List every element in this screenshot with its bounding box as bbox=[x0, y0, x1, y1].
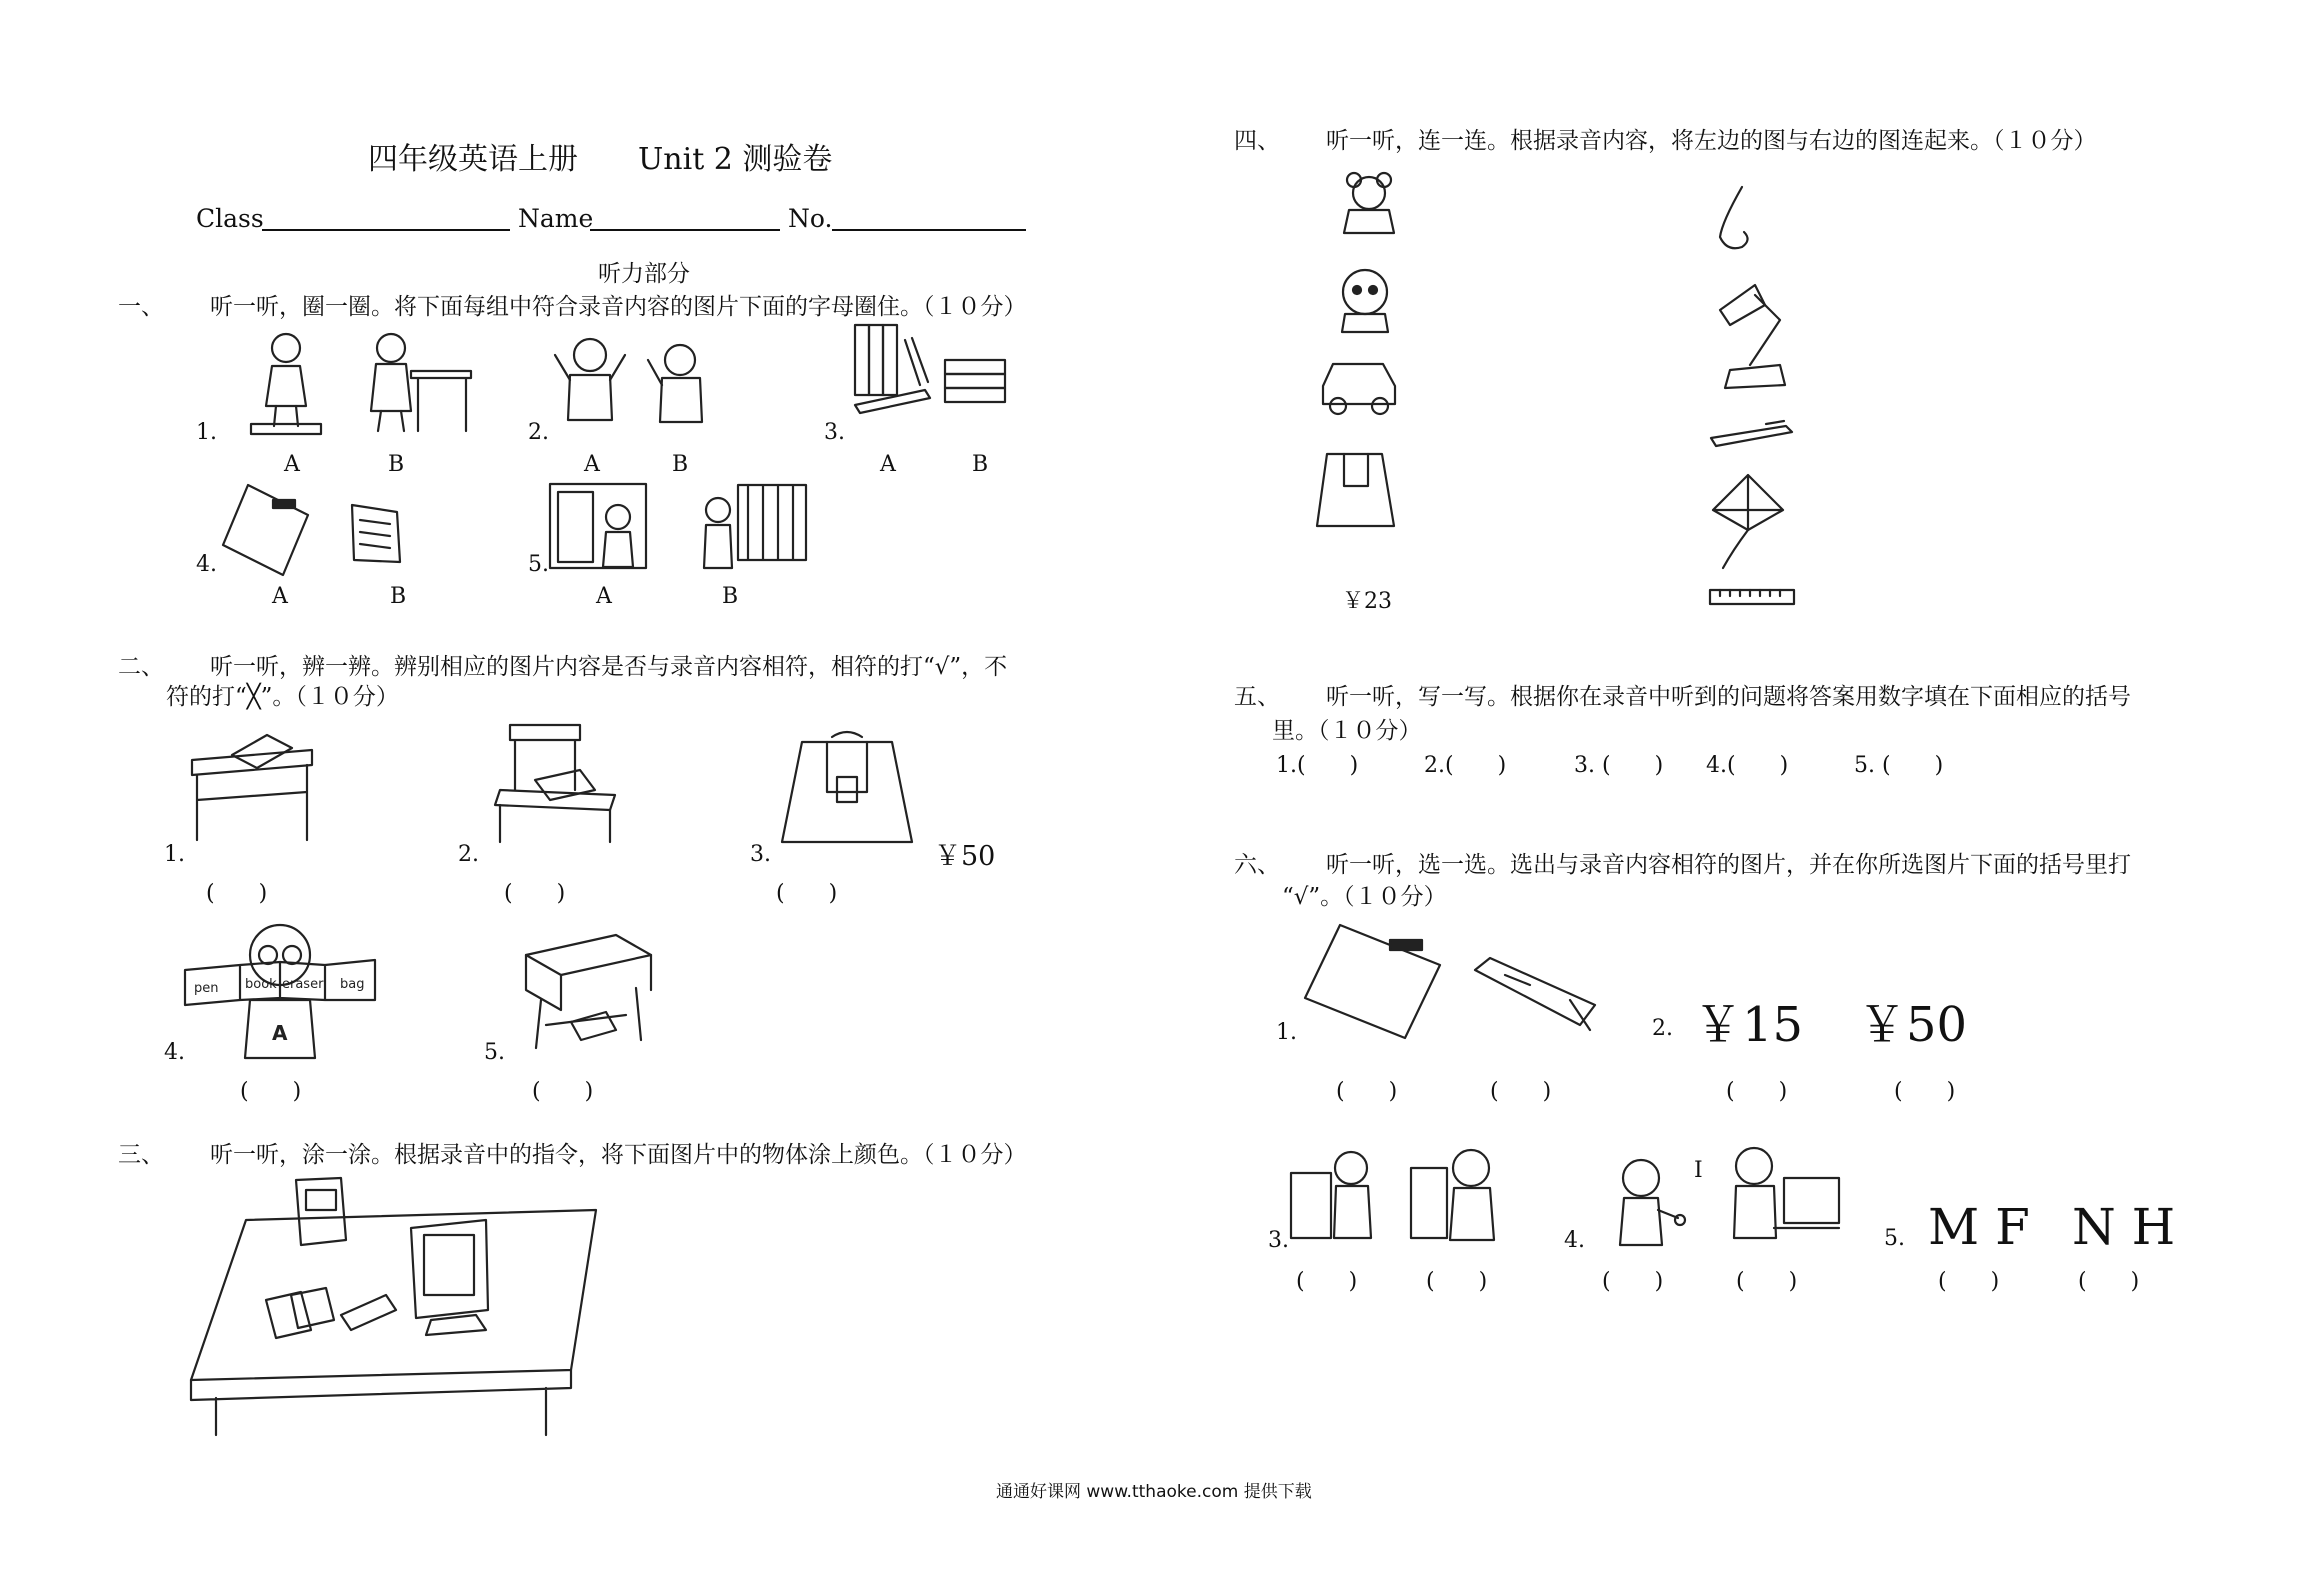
toy-car-image bbox=[1318, 356, 1400, 416]
toy-bear-image bbox=[1334, 168, 1404, 238]
q2-answer[interactable]: ( ) bbox=[776, 881, 838, 906]
q2-item-number: 3. bbox=[750, 842, 771, 867]
kid-at-blackboard-image bbox=[688, 480, 808, 575]
q6-instruction-cont: “√”。（１０分） bbox=[1282, 884, 1447, 910]
book-on-chair-image bbox=[490, 720, 625, 845]
pencil-image bbox=[1470, 950, 1600, 1040]
q4-instruction: 听一听，连一连。根据录音内容，将左边的图与右边的图连起来。（１０分） bbox=[1326, 128, 2097, 154]
word-card-label: bag bbox=[340, 977, 365, 992]
q2-item-number: 4. bbox=[164, 1040, 185, 1065]
desk-with-book-image bbox=[516, 930, 656, 1050]
class-field[interactable] bbox=[262, 229, 510, 231]
word-card-label: book bbox=[245, 977, 277, 992]
storybook-image bbox=[342, 500, 412, 570]
schoolbag-image bbox=[1312, 446, 1398, 532]
notebook-image bbox=[1300, 920, 1450, 1040]
no-field[interactable] bbox=[832, 229, 1026, 231]
word-card-label: eraser bbox=[282, 977, 324, 992]
option-b: B bbox=[722, 584, 739, 609]
q2-item-number: 5. bbox=[484, 1040, 505, 1065]
book-on-desk-image bbox=[182, 730, 322, 845]
q3-instruction: 听一听，涂一涂。根据录音中的指令，将下面图片中的物体涂上颜色。（１０分） bbox=[210, 1142, 1027, 1168]
girl-with-flower-image bbox=[1596, 1150, 1686, 1250]
bag-price: ￥50 bbox=[934, 841, 996, 872]
q6-answer[interactable]: ( ) bbox=[1336, 1079, 1398, 1104]
option-a: A bbox=[284, 452, 300, 477]
q2-instruction: 听一听，辨一辨。辨别相应的图片内容是否与录音内容相符，相符的打“√”，不 bbox=[210, 654, 1008, 680]
two-kids-image bbox=[550, 330, 750, 430]
q6-item-number: 1. bbox=[1276, 1020, 1297, 1045]
shirt-letter: A bbox=[272, 1021, 288, 1045]
option-b: B bbox=[972, 452, 989, 477]
q2-answer[interactable]: ( ) bbox=[206, 881, 268, 906]
q6-instruction: 听一听，选一选。选出与录音内容相符的图片，并在你所选图片下面的括号里打 bbox=[1326, 852, 2131, 878]
pen-image bbox=[1706, 418, 1796, 448]
option-b: B bbox=[388, 452, 405, 477]
notebook-image bbox=[218, 480, 318, 580]
letter-option: N H bbox=[2072, 1198, 2176, 1256]
q6-number: 六、 bbox=[1234, 852, 1280, 878]
class-label: Class bbox=[196, 204, 264, 233]
q5-blank[interactable]: 1.( ) bbox=[1276, 753, 1359, 778]
q6-answer[interactable]: ( ) bbox=[1736, 1269, 1798, 1294]
girl-on-scale-image bbox=[236, 326, 336, 436]
q1-instruction: 听一听，圈一圈。将下面每组中符合录音内容的图片下面的字母圈住。（１０分） bbox=[210, 294, 1027, 320]
boy-at-desk-image bbox=[356, 326, 476, 436]
ruler-image bbox=[1708, 586, 1798, 608]
no-label: No. bbox=[788, 204, 833, 233]
q1-item-number: 5. bbox=[528, 552, 549, 577]
option-a: A bbox=[272, 584, 288, 609]
q1-item-number: 4. bbox=[196, 552, 217, 577]
classroom-window-image bbox=[548, 482, 648, 572]
footer-credit: 通通好课网 www.tthaoke.com 提供下载 bbox=[996, 1482, 1312, 1502]
q1-number: 一、 bbox=[118, 294, 164, 320]
q1-item-number: 2. bbox=[528, 420, 549, 445]
q6-answer[interactable]: ( ) bbox=[1426, 1269, 1488, 1294]
section-heading: 听力部分 bbox=[598, 261, 690, 287]
word-card-label: pen bbox=[194, 981, 219, 996]
price-option: ￥15 bbox=[1694, 997, 1804, 1053]
q1-item-number: 3. bbox=[824, 420, 845, 445]
girl-with-pencilcase-image bbox=[1406, 1138, 1506, 1248]
q6-answer[interactable]: ( ) bbox=[1938, 1269, 2000, 1294]
q5-instruction-cont: 里。（１０分） bbox=[1272, 718, 1422, 744]
q6-answer[interactable]: ( ) bbox=[1894, 1079, 1956, 1104]
option-a: A bbox=[584, 452, 600, 477]
q2-item-number: 2. bbox=[458, 842, 479, 867]
speech-label: I bbox=[1694, 1158, 1703, 1183]
q6-answer[interactable]: ( ) bbox=[1296, 1269, 1358, 1294]
q6-item-number: 5. bbox=[1884, 1226, 1905, 1251]
name-label: Name bbox=[518, 204, 594, 233]
letter-option: M F bbox=[1928, 1198, 2030, 1256]
kite-image bbox=[1708, 470, 1788, 570]
boy-at-computer-image bbox=[1714, 1138, 1844, 1248]
q2-number: 二、 bbox=[118, 654, 164, 680]
bag-price: ￥23 bbox=[1342, 589, 1392, 614]
q5-instruction: 听一听，写一写。根据你在录音中听到的问题将答案用数字填在下面相应的括号 bbox=[1326, 684, 2131, 710]
q6-answer[interactable]: ( ) bbox=[1726, 1079, 1788, 1104]
q6-item-number: 3. bbox=[1268, 1228, 1289, 1253]
q5-number: 五、 bbox=[1234, 684, 1280, 710]
girl-with-bag-image bbox=[1286, 1138, 1386, 1248]
page-title: 四年级英语上册 Unit 2 测验卷 bbox=[368, 142, 833, 177]
monkey-image bbox=[1330, 262, 1400, 334]
q2-answer[interactable]: ( ) bbox=[532, 1079, 594, 1104]
q6-answer[interactable]: ( ) bbox=[2078, 1269, 2140, 1294]
price-option: ￥50 bbox=[1858, 997, 1968, 1053]
desk-lamp-image bbox=[1710, 280, 1810, 390]
books-and-stationery-image bbox=[850, 320, 1020, 435]
name-field[interactable] bbox=[590, 229, 780, 231]
option-a: A bbox=[596, 584, 612, 609]
q6-answer[interactable]: ( ) bbox=[1490, 1079, 1552, 1104]
q6-answer[interactable]: ( ) bbox=[1602, 1269, 1664, 1294]
q5-blank[interactable]: 2.( ) bbox=[1424, 753, 1507, 778]
option-b: B bbox=[672, 452, 689, 477]
q5-blank[interactable]: 4.( ) bbox=[1706, 753, 1789, 778]
q2-item-number: 1. bbox=[164, 842, 185, 867]
option-b: B bbox=[390, 584, 407, 609]
q6-item-number: 4. bbox=[1564, 1228, 1585, 1253]
q3-number: 三、 bbox=[118, 1142, 164, 1168]
boy-holding-word-cards-image bbox=[180, 910, 380, 1060]
q2-answer[interactable]: ( ) bbox=[504, 881, 566, 906]
q6-item-number: 2. bbox=[1652, 1016, 1673, 1041]
q1-item-number: 1. bbox=[196, 420, 217, 445]
q5-blank[interactable]: 5. ( ) bbox=[1854, 753, 1944, 778]
q4-number: 四、 bbox=[1234, 128, 1280, 154]
q2-instruction-cont: 符的打“╳”。（１０分） bbox=[166, 684, 399, 710]
q5-blank[interactable]: 3. ( ) bbox=[1574, 753, 1664, 778]
desk-with-items-image bbox=[186, 1170, 606, 1440]
schoolbag-image bbox=[772, 732, 922, 852]
option-a: A bbox=[880, 452, 896, 477]
nose-image bbox=[1712, 182, 1762, 262]
q2-answer[interactable]: ( ) bbox=[240, 1079, 302, 1104]
